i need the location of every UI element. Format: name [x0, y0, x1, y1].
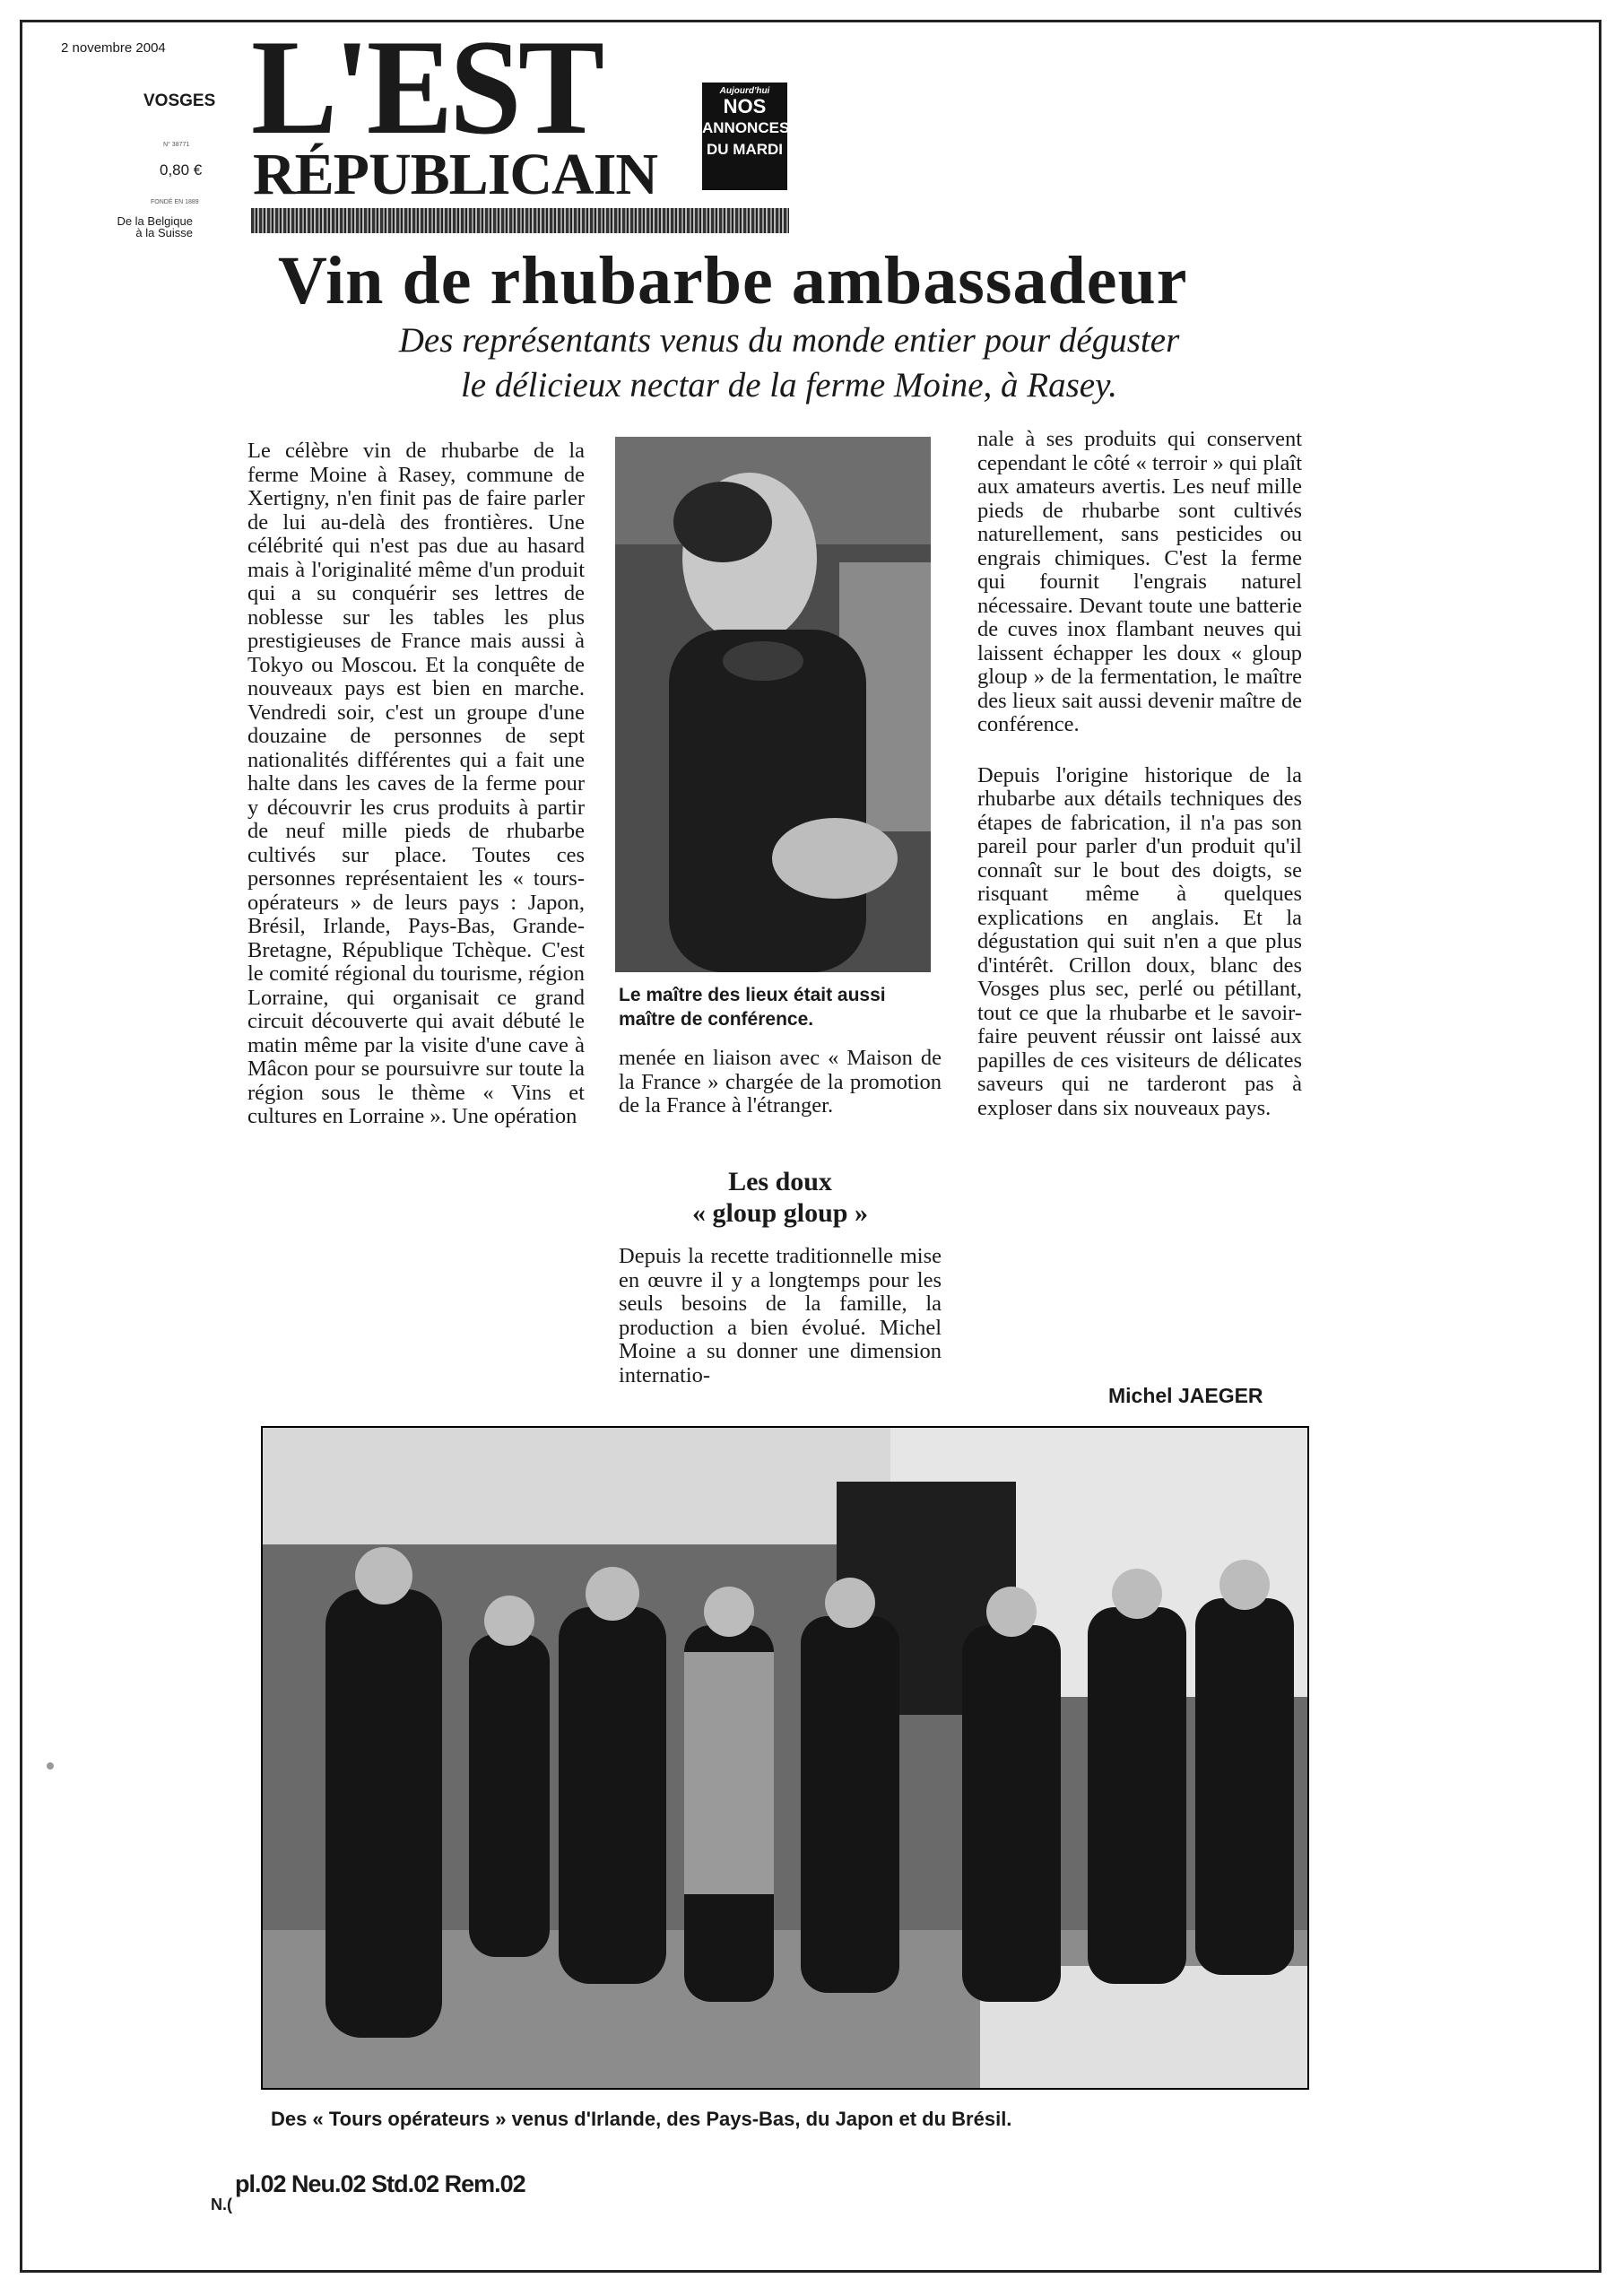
subhead-line-1: Les doux	[728, 1167, 832, 1196]
portrait-caption: Le maître des lieux était aussi maître de conférence.	[619, 985, 886, 1030]
article-column-3	[977, 428, 1302, 1120]
founded-note: FONDÉ EN 1889	[151, 199, 199, 205]
portrait-photo	[615, 437, 931, 972]
subhead-line-2: « gloup gloup »	[692, 1198, 868, 1228]
group-photo-drawing	[263, 1428, 1307, 2088]
portrait-photo-drawing	[615, 437, 931, 972]
promo-box	[702, 83, 790, 190]
byline: Michel JAEGER	[1108, 1384, 1263, 1407]
scan-mark	[47, 1762, 54, 1770]
masthead-title: L'EST	[251, 12, 602, 162]
masthead-rule	[251, 208, 789, 233]
column-3-paragraph-1: nale à ses produits qui conservent cependant le côté « terroir » qui plaît aux amateurs avertis. Les neuf mille pieds de rhubarbe sont cultivés naturellement, sans pesticides ou engrais chimiques. C'est la ferme qui fournit l'engrais naturel nécessaire. Devant toute une batterie de cuves inox flambant neuves qui laissent échapper les doux « gloup gloup » de la fermentation, le maître des lieux sait aussi devenir maître de conférence.	[977, 427, 1302, 736]
group-photo	[261, 1426, 1309, 2090]
edition-name: VOSGES	[143, 91, 216, 110]
promo-line-1: NOS	[723, 95, 767, 117]
standfirst-line-2: le délicieux nectar de la ferme Moine, à Rasey.	[460, 366, 1118, 404]
article-column-1	[247, 439, 585, 1129]
region-line-2: à la Suisse	[135, 226, 193, 239]
masthead-subtitle: RÉPUBLICAIN	[253, 142, 658, 207]
price: 0,80 €	[160, 161, 203, 178]
promo-top: Aujourd'hui	[719, 86, 770, 96]
promo-line-3: DU MARDI	[707, 141, 783, 158]
promo-line-2: ANNONCES	[702, 119, 790, 136]
column-1-text: Le célèbre vin de rhubarbe de la ferme Moine à Rasey, commune de Xertigny, n'en finit pas de faire parler de lui au-delà des frontières. Une célébrité qui n'est pas due au hasard mais à l'originalité même d'un produit qui a su conquérir ses lettres de noblesse sur les tables les plus prestigieuses de France mais aussi à Tokyo ou Moscou. Et la conquête de nouveaux pays est bien en marche. Vendredi soir, c'est un groupe d'une douzaine de personnes de sept nationalités différentes qui a fait une halte dans les caves de la ferme pour y découvrir les crus produits à partir de neuf mille pieds de rhubarbe cultivés sur place. Toutes ces personnes représentaient les « tours-opérateurs » de leurs pays : Japon, Brésil, Irlande, Pays-Bas, Grande-Bretagne, République Tchèque. C'est le comité régional du tourisme, région Lorraine, qui organisait ce grand circuit découverte qui avait débuté le matin même par la visite d'une cave à Mâcon pour se poursuivre sur toute la région sous le thème « Vins et cultures en Lorraine ». Une opération	[247, 439, 585, 1128]
column-2b-text: Depuis la recette traditionnelle mise en œuvre il y a longtemps pour les seuls besoins de la famille, la production a bien évolué. Michel Moine a su donner une dimension internatio-	[619, 1244, 942, 1387]
column-2-text: menée en liaison avec « Maison de la France » chargée de la promotion de la France à l'étranger.	[619, 1046, 942, 1118]
issue-number: N° 38771	[163, 142, 190, 148]
article-headline: Vin de rhubarbe ambassadeur	[278, 243, 1188, 318]
edition-stamp: pl.02 Neu.02 Std.02 Rem.02	[235, 2170, 525, 2197]
column-3-paragraph-2: Depuis l'origine historique de la rhubarbe aux détails techniques des étapes de fabrication, il n'a pas son pareil pour parler d'un produit qu'il connaît sur le bout des doigts, se risquant même à quelques explications en anglais. Et la dégustation qui suit n'en a que plus d'intérêt. Crillon doux, blanc des Vosges plus sec, perlé ou pétillant, tout ce que la rhubarbe et le savoir-faire peuvent réussir ont laissé aux papilles de ces visiteurs de délicates saveurs qui ne tarderont pas à exploser dans six nouveaux pays.	[977, 762, 1302, 1120]
group-photo-caption: Des « Tours opérateurs » venus d'Irlande, des Pays-Bas, du Japon et du Brésil.	[271, 2108, 1012, 2130]
standfirst-line-1: Des représentants venus du monde entier pour déguster	[398, 321, 1180, 360]
article-standfirst	[296, 318, 1282, 408]
article-column-2b	[619, 1245, 942, 1387]
article-subhead	[619, 1166, 942, 1229]
edition-stamp-2: N.(	[211, 2196, 232, 2213]
article-column-2	[619, 1047, 942, 1118]
region-tagline	[94, 215, 193, 239]
issue-date: 2 novembre 2004	[61, 40, 166, 56]
region-line-1: De la Belgique	[117, 214, 193, 228]
